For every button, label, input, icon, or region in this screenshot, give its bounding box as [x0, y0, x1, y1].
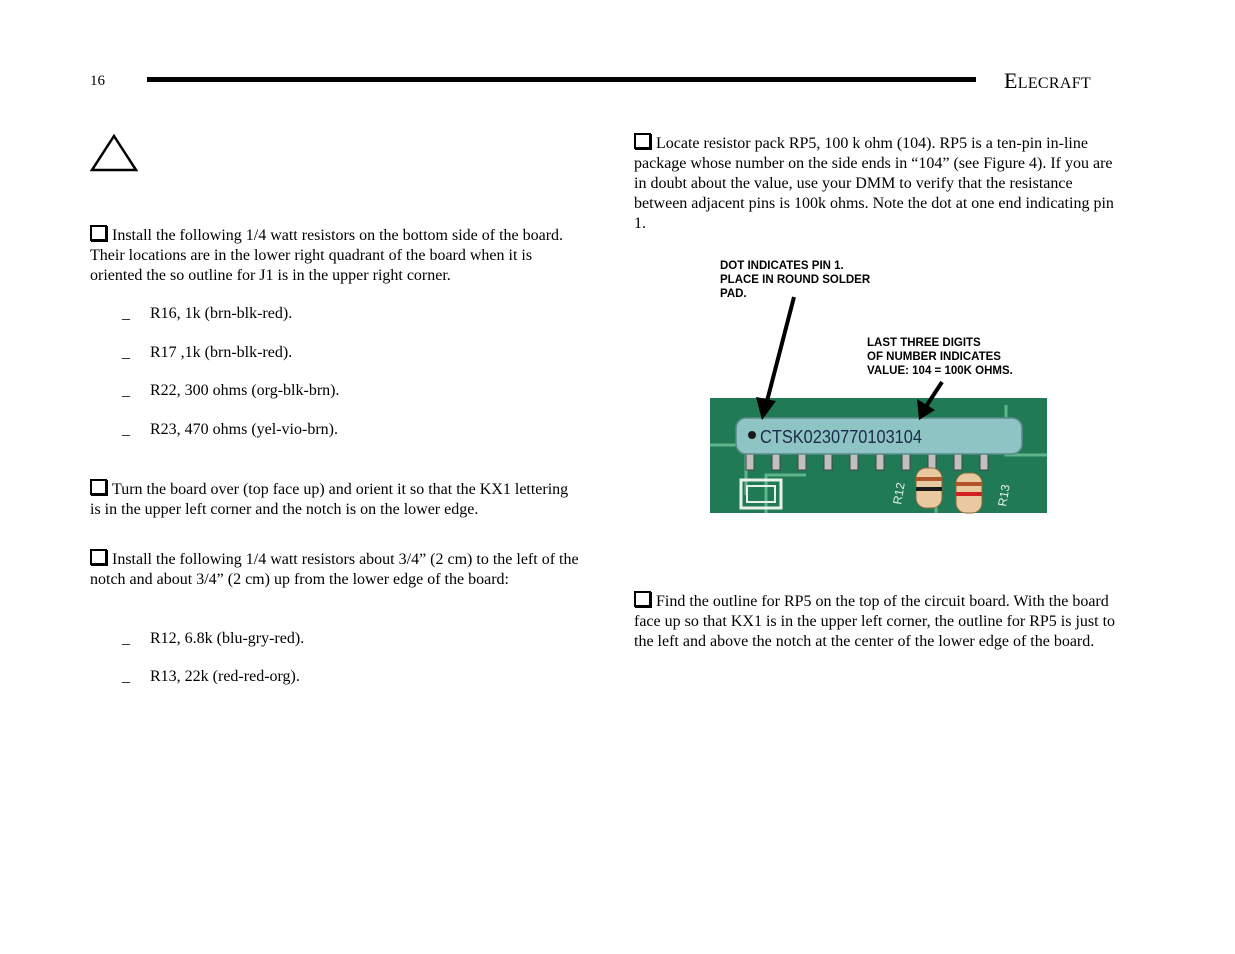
item-marker: _	[122, 421, 130, 438]
brand-rest: LECRAFT	[1017, 75, 1091, 92]
step-install-bottom-resistors	[90, 225, 580, 286]
figure-label-line: PAD.	[720, 288, 747, 300]
item-text: R22, 300 ohms (org-blk-brn).	[150, 382, 340, 399]
figure-label-line: OF NUMBER INDICATES	[867, 351, 1001, 363]
figure-label-line: PLACE IN ROUND SOLDER	[720, 274, 871, 286]
header-rule	[147, 77, 976, 82]
item-marker: _	[122, 630, 130, 647]
checkbox-icon[interactable]	[90, 479, 107, 495]
item-marker: _	[122, 344, 130, 361]
item-marker: _	[122, 668, 130, 685]
step-text: Find the outline for RP5 on the top of the circuit board. With the board face up so that KX1 is in the upper left corner, the outline for RP5 is just to the left and above the notch at the center of the lower edge of the board.	[634, 593, 1116, 650]
step-text: Turn the board over (top face up) and orient it so that the KX1 lettering is in the upper left corner and the notch is on the lower edge.	[90, 481, 569, 518]
checkbox-icon[interactable]	[634, 133, 651, 149]
list-item	[122, 381, 339, 401]
item-text: R16, 1k (brn-blk-red).	[150, 305, 293, 322]
item-text: R17 ,1k (brn-blk-red).	[150, 344, 293, 361]
step-find-rp5-outline	[634, 591, 1126, 652]
list-item	[122, 343, 292, 363]
pin1-dot	[748, 431, 756, 439]
step-text: Install the following 1/4 watt resistors about 3/4” (2 cm) to the left of the notch and about 3/4” (2 cm) up from the lower edge of the board:	[90, 551, 579, 588]
step-text: Install the following 1/4 watt resistors on the bottom side of the board. Their locations are in the lower right quadrant of the board when it is oriented the so outline for J1 is in the upper right corner.	[90, 227, 564, 284]
step-install-top-resistors	[90, 549, 585, 590]
item-marker: _	[122, 305, 130, 322]
list-item	[122, 667, 300, 687]
checkbox-icon[interactable]	[90, 549, 107, 565]
brand-initial: E	[1004, 68, 1018, 93]
part-marking: CTSK0230770103104	[760, 427, 922, 447]
silkscreen-r12: R12	[890, 481, 908, 506]
figure-label-line: DOT INDICATES PIN 1.	[720, 260, 844, 272]
silkscreen-r13: R13	[995, 483, 1013, 508]
list-item	[122, 629, 304, 649]
checkbox-icon[interactable]	[90, 225, 107, 241]
figure-label-line: LAST THREE DIGITS	[867, 337, 981, 349]
figure-label-line: VALUE: 104 = 100K OHMS.	[867, 365, 1013, 377]
resistor-pack-figure	[706, 255, 1051, 515]
page-number: 16	[90, 73, 105, 89]
item-marker: _	[122, 382, 130, 399]
step-locate-rp5	[634, 133, 1126, 234]
checkbox-icon[interactable]	[634, 591, 651, 607]
step-turn-board-over	[90, 479, 580, 520]
step-text: Locate resistor pack RP5, 100 k ohm (104). RP5 is a ten-pin in-line package whose number on the side ends in “104” (see Figure 4). If you are in doubt about the value, use your DMM to verify that the resistance between adjacent pins is 100k ohms. Note the dot at one end indicating pin 1.	[634, 135, 1114, 232]
list-item	[122, 420, 338, 440]
brand-name	[1004, 68, 1091, 94]
item-text: R12, 6.8k (blu-gry-red).	[150, 630, 305, 647]
item-text: R13, 22k (red-red-org).	[150, 668, 300, 685]
list-item	[122, 304, 292, 324]
resistor-pack-photo	[706, 255, 1051, 515]
item-text: R23, 470 ohms (yel-vio-brn).	[150, 421, 338, 438]
warning-triangle-icon	[90, 133, 138, 173]
